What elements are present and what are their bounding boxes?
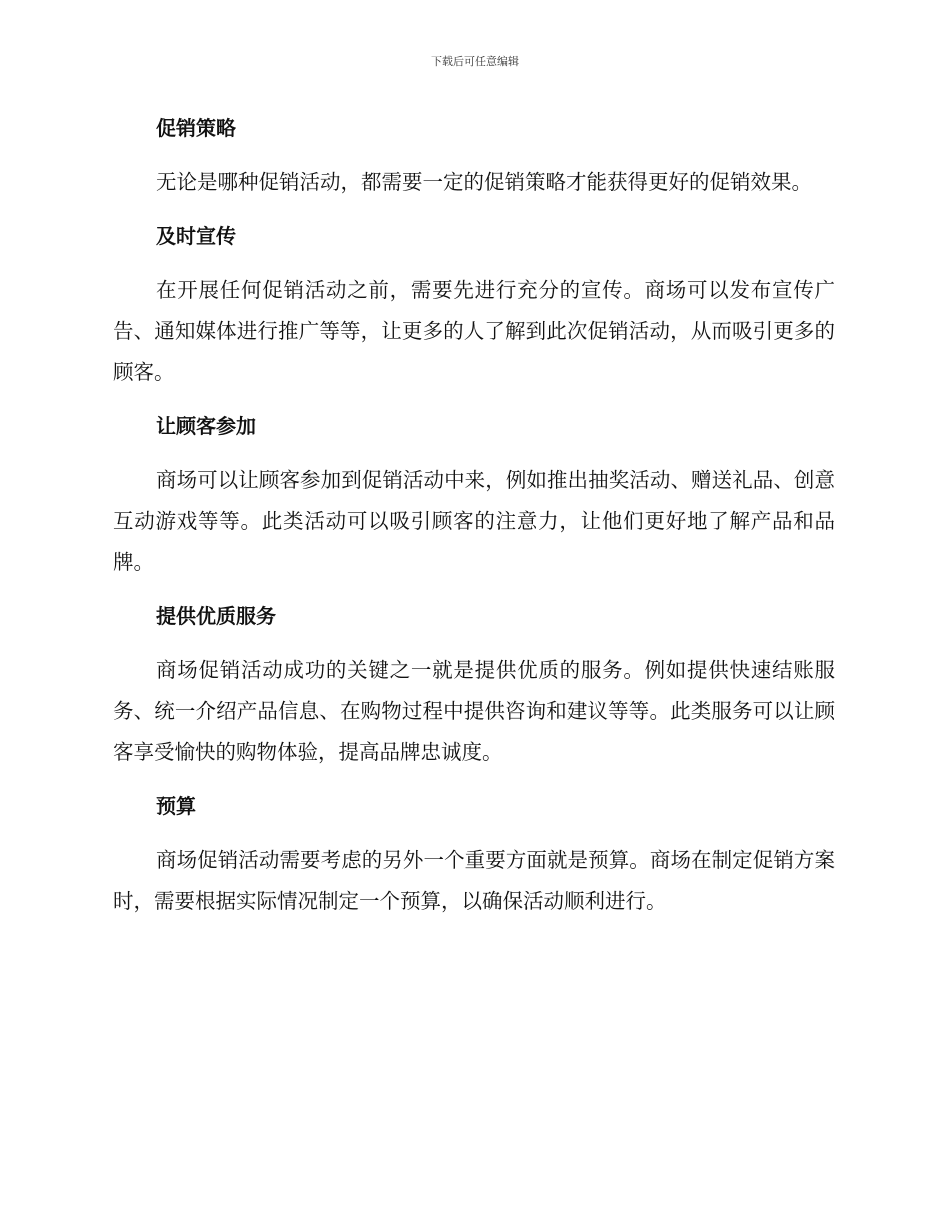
section-paragraph: 商场可以让顾客参加到促销活动中来，例如推出抽奖活动、赠送礼品、创意互动游戏等等。此类活动可以吸引顾客的注意力，让他们更好地了解产品和品牌。 (113, 468, 835, 574)
section-heading: 让顾客参加 (156, 414, 256, 438)
section-promotion-strategy (113, 110, 835, 203)
section-paragraph: 商场促销活动需要考虑的另外一个重要方面就是预算。商场在制定促销方案时，需要根据实际情况制定一个预算，以确保活动顺利进行。 (113, 848, 835, 913)
section-paragraph: 商场促销活动成功的关键之一就是提供优质的服务。例如提供快速结账服务、统一介绍产品信息、在购物过程中提供咨询和建议等等。此类服务可以让顾客享受愉快的购物体验，提高品牌忠诚度。 (113, 658, 835, 764)
page-header: 下载后可任意编辑 (431, 55, 519, 68)
section-heading: 促销策略 (156, 116, 236, 140)
section-heading: 提供优质服务 (156, 604, 276, 628)
section-paragraph: 在开展任何促销活动之前，需要先进行充分的宣传。商场可以发布宣传广告、通知媒体进行推广等等，让更多的人了解到此次促销活动，从而吸引更多的顾客。 (113, 278, 835, 384)
section-quality-service (113, 598, 835, 773)
document-content (113, 110, 835, 937)
section-heading: 及时宣传 (156, 224, 236, 248)
section-timely-publicity (113, 218, 835, 393)
section-budget (113, 788, 835, 922)
section-paragraph: 无论是哪种促销活动，都需要一定的促销策略才能获得更好的促销效果。 (156, 170, 812, 194)
section-heading: 预算 (156, 794, 196, 818)
section-customer-participation (113, 408, 835, 583)
